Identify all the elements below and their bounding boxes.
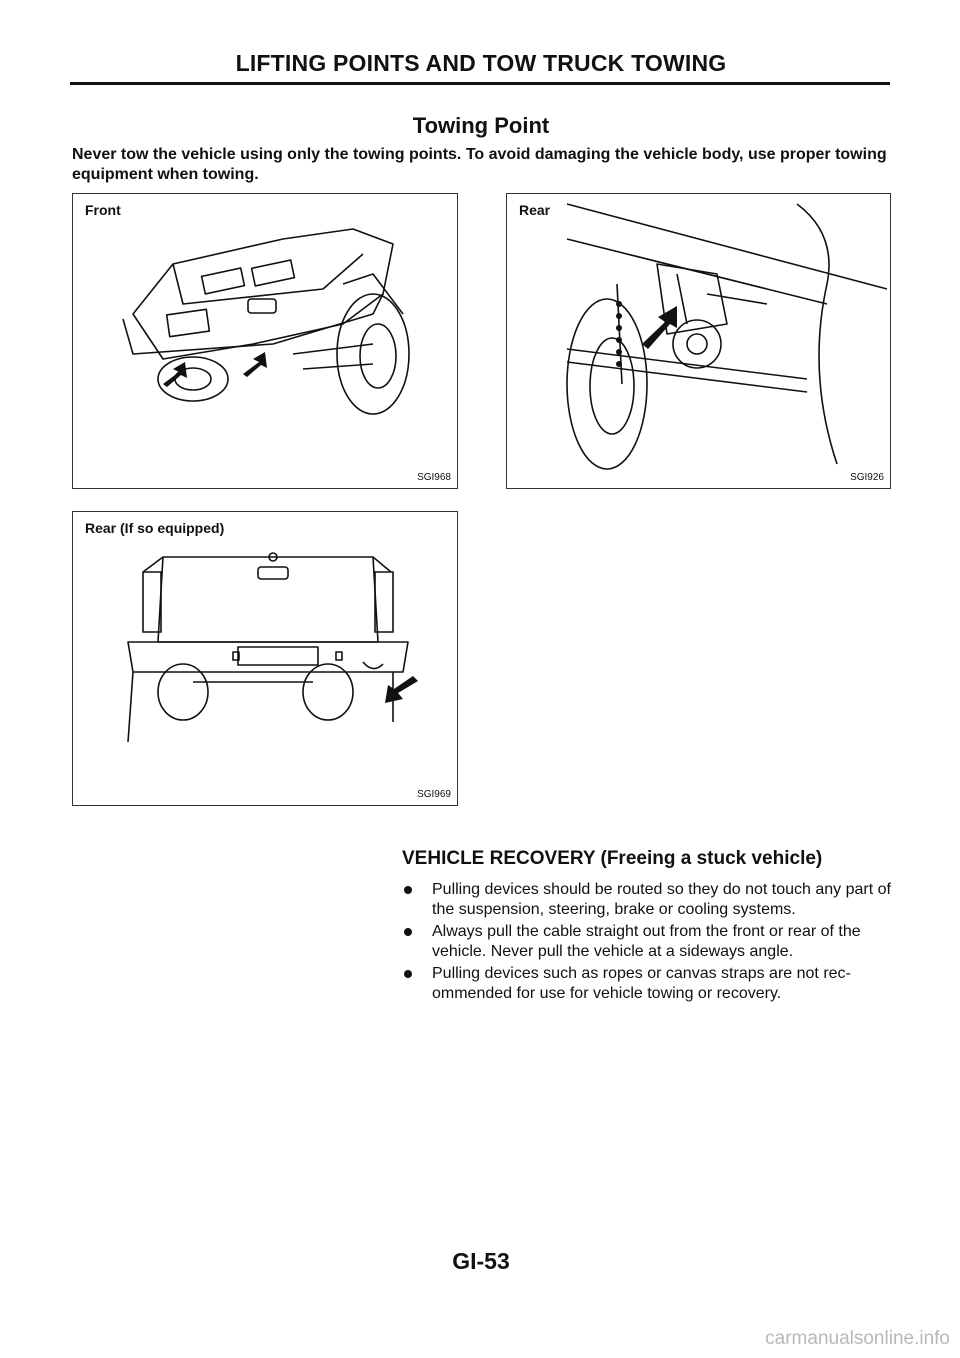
front-vehicle-illustration — [73, 194, 459, 490]
list-item — [402, 964, 892, 1004]
section-title: Towing Point — [412, 113, 550, 138]
figure-front-label: Front — [85, 202, 121, 218]
bullet-icon — [404, 928, 412, 936]
figure-rear-optional-label: Rear (If so equipped) — [85, 520, 225, 536]
page-header: LIFTING POINTS AND TOW TRUCK TOWING — [235, 50, 727, 76]
figure-rear-optional-code: SGI969 — [417, 789, 451, 800]
page-number: GI-53 — [452, 1248, 510, 1274]
rear-hitch-illustration — [73, 512, 459, 807]
rear-suspension-illustration — [507, 194, 892, 490]
list-item — [402, 880, 892, 920]
figure-rear-label: Rear — [519, 202, 551, 218]
bullet-icon — [404, 886, 412, 894]
header-rule — [70, 82, 890, 85]
list-item-text: Pulling devices such as ropes or canvas straps are not rec-ommended for use for vehicle towing or recovery. — [432, 965, 851, 1002]
recovery-list — [402, 880, 892, 1006]
recovery-title: VEHICLE RECOVERY (Freeing a stuck vehicle) — [402, 848, 823, 869]
list-item-text: Pulling devices should be routed so they do not touch any part of the suspension, steering, brake or cooling systems. — [432, 881, 891, 918]
list-item — [402, 922, 892, 962]
bullet-icon — [404, 970, 412, 978]
intro-paragraph: Never tow the vehicle using only the towing points. To avoid damaging the vehicle body, use proper towing equipment when towing. — [72, 146, 887, 183]
figure-front — [72, 193, 458, 489]
watermark: carmanualsonline.info — [765, 1328, 950, 1349]
figure-rear-optional — [72, 511, 458, 806]
figure-rear-code: SGI926 — [850, 472, 884, 483]
figure-front-code: SGI968 — [417, 472, 451, 483]
figure-rear — [506, 193, 891, 489]
list-item-text: Always pull the cable straight out from the front or rear of the vehicle. Never pull the vehicle at a sideways angle. — [432, 923, 861, 960]
